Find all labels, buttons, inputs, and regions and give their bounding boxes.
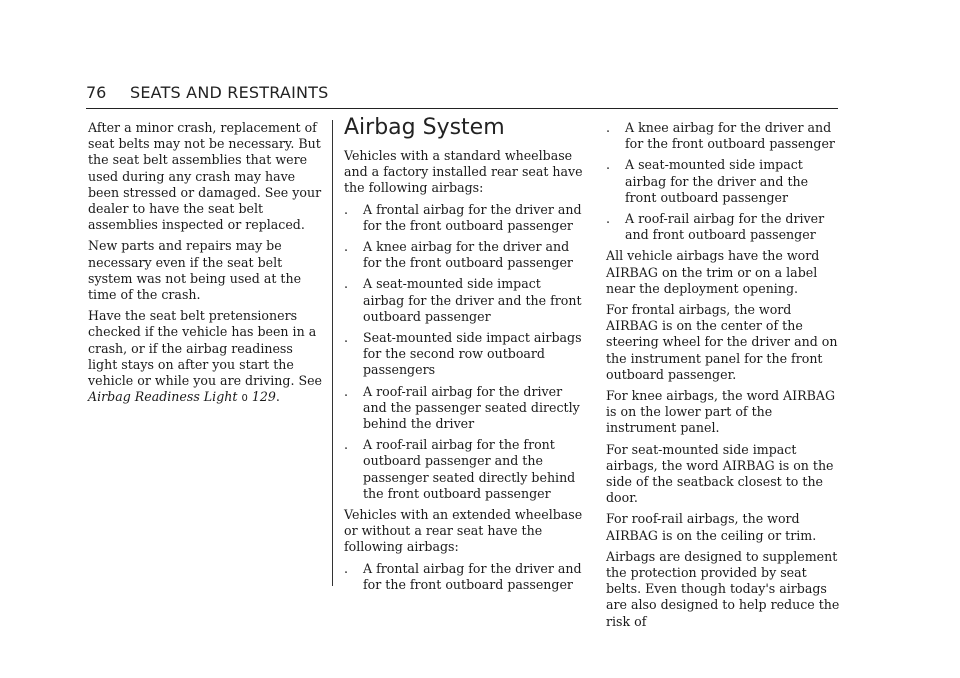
ref-end: .: [275, 389, 280, 405]
paragraph: All vehicle airbags have the word AIRBAG on the trim or on a label near the deployment opening.: [606, 248, 820, 296]
page-header: [86, 80, 838, 109]
section-title: SEATS AND RESTRAINTS: [130, 83, 329, 102]
paragraph: [88, 308, 324, 407]
bullet-icon: .: [606, 157, 611, 173]
paragraph: New parts and repairs may be necessary even if the seat belt system was not being used at the time of the crash.: [88, 238, 302, 303]
list-item-text: A roof-rail airbag for the front outboard passenger and the passenger seated directly behind the front outboard passenger: [363, 437, 576, 501]
list-item: [606, 157, 842, 206]
paragraph: After a minor crash, replacement of seat belts may not be necessary. But the seat belt assemblies that were used during any crash may have been stressed or damaged. See your dealer to have the seat belt assemblies inspected or replaced.: [88, 120, 322, 233]
bullet-icon: .: [344, 330, 349, 346]
list-item-text: A frontal airbag for the driver and for the front outboard passenger: [363, 201, 582, 233]
paragraph: Airbags are designed to supplement the protection provided by seat belts. Even though today's airbags are also designed to help reduce the risk of: [606, 548, 840, 629]
list-item: [344, 437, 584, 502]
bullet-icon: .: [606, 211, 611, 227]
list-item: [344, 384, 584, 433]
bullet-icon: .: [344, 383, 349, 399]
column-3: [606, 120, 842, 635]
column-2: [344, 115, 584, 598]
list-item-text: A seat-mounted side impact airbag for the driver and the front outboard passenger: [625, 157, 809, 205]
bullet-list: [344, 202, 584, 502]
page-number: 76: [86, 83, 107, 102]
list-item-text: A frontal airbag for the driver and for the front outboard passenger: [363, 560, 582, 592]
list-item-text: Seat-mounted side impact airbags for the second row outboard passengers: [363, 330, 582, 378]
paragraph: For knee airbags, the word AIRBAG is on the lower part of the instrument panel.: [606, 388, 835, 436]
bullet-list: [344, 561, 584, 593]
bullet-icon: .: [606, 120, 611, 135]
list-item: [606, 120, 842, 152]
list-item: [344, 561, 584, 593]
list-item: [344, 330, 584, 379]
column-1: [88, 120, 324, 412]
bullet-list: [606, 120, 842, 243]
list-item-text: A knee airbag for the driver and for the front outboard passenger: [363, 239, 573, 271]
cross-reference-link[interactable]: Airbag Readiness Light: [88, 389, 238, 405]
list-item-text: A knee airbag for the driver and for the front outboard passenger: [625, 120, 835, 152]
paragraph: Vehicles with a standard wheelbase and a factory installed rear seat have the following airbags:: [344, 148, 583, 196]
bullet-icon: .: [344, 201, 349, 217]
bullet-icon: .: [344, 560, 349, 576]
list-item: [344, 239, 584, 271]
list-item-text: A roof-rail airbag for the driver and front outboard passenger: [625, 211, 825, 243]
page-ref-arrow-icon: 0: [241, 393, 248, 405]
paragraph: Vehicles with an extended wheelbase or without a rear seat have the following airbags:: [344, 507, 583, 555]
list-item: [344, 202, 584, 234]
bullet-icon: .: [344, 437, 349, 453]
column-divider: [332, 120, 333, 586]
paragraph: For seat-mounted side impact airbags, the word AIRBAG is on the side of the seatback closest to the door.: [606, 441, 834, 506]
list-item-text: A roof-rail airbag for the driver and the passenger seated directly behind the driver: [363, 383, 580, 432]
list-item: [344, 276, 584, 325]
bullet-icon: .: [344, 239, 349, 255]
section-heading: Airbag System: [344, 115, 505, 140]
reference-page-number: 129: [251, 389, 276, 405]
list-item-text: A seat-mounted side impact airbag for the driver and the front outboard passenger: [363, 276, 582, 324]
paragraph-text: Have the seat belt pretensioners checked if the vehicle has been in a crash, or if the airbag readiness light stays on after you start the vehicle or while you are driving. See: [88, 308, 323, 389]
paragraph: For frontal airbags, the word AIRBAG is on the center of the steering wheel for the driver and on the instrument panel for the front outboard passenger.: [606, 302, 838, 382]
paragraph: For roof-rail airbags, the word AIRBAG is on the ceiling or trim.: [606, 511, 817, 543]
list-item: [606, 211, 842, 243]
bullet-icon: .: [344, 276, 349, 292]
